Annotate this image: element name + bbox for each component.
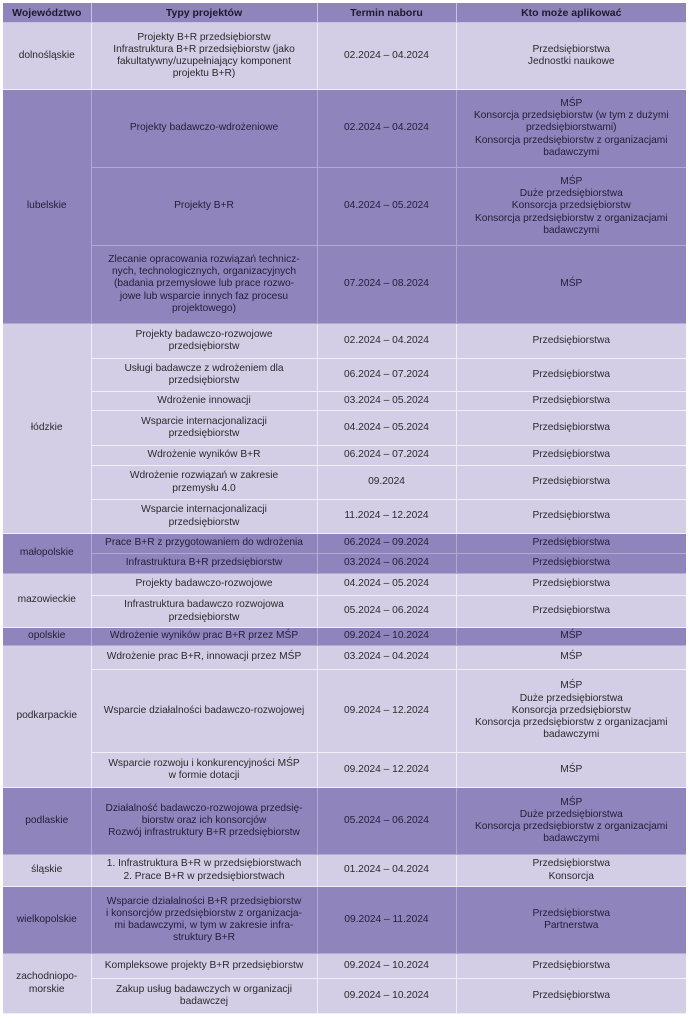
applicant-line: MŚP bbox=[560, 651, 583, 663]
applicant-line: Przedsiębiorstwa bbox=[532, 510, 611, 522]
project-type-line: Projekty B+R przedsiębiorstw bbox=[137, 31, 271, 43]
region-name: mazowieckie bbox=[17, 594, 76, 606]
project-type-line: Wsparcie działalności badawczo-rozwojowej bbox=[103, 704, 305, 716]
applicant-line: Przedsiębiorstwa bbox=[532, 476, 611, 488]
recruitment-period-cell: 02.2024 – 04.2024 bbox=[317, 23, 456, 90]
table-row bbox=[3, 979, 686, 1014]
eligible-applicants-cell bbox=[456, 392, 686, 411]
project-type-cell bbox=[91, 500, 317, 534]
project-type-cell bbox=[91, 753, 317, 788]
project-type-line: Prace B+R z przygotowaniem do wdrożenia bbox=[105, 537, 303, 549]
project-type-line: Wdrożenie rozwiązań w zakresie bbox=[129, 470, 279, 482]
applicant-line: MŚP bbox=[560, 175, 583, 187]
project-type-line: Projekty B+R bbox=[174, 200, 234, 212]
applicant-line: Jednostki naukowe bbox=[527, 56, 615, 67]
applicant-line: Konsorcja przedsiębiorstw (w tym z dużymi bbox=[473, 110, 669, 122]
eligible-applicants-cell bbox=[456, 23, 686, 90]
applicant-line: MŚP bbox=[560, 97, 583, 109]
header-voivodeship: Województwo bbox=[3, 3, 91, 23]
project-type-cell bbox=[91, 168, 317, 246]
applicant-line: MŚP bbox=[560, 278, 583, 290]
applicant-line: Konsorcja przedsiębiorstw bbox=[511, 704, 631, 716]
applicant-line: Przedsiębiorstwa bbox=[532, 605, 611, 617]
eligible-applicants-cell bbox=[456, 596, 686, 628]
table-row bbox=[3, 887, 686, 954]
project-type-line: Wdrożenie prac B+R, innowacji przez MŚP bbox=[106, 651, 302, 663]
project-type-line: Usługi badawcze z wdrożeniem dla bbox=[124, 362, 284, 374]
project-type-line: mi badawczymi, w tym w zakresie infra- bbox=[114, 920, 294, 931]
recruitment-period-cell: 03.2024 – 05.2024 bbox=[317, 392, 456, 411]
applicant-line: Przedsiębiorstwa bbox=[532, 537, 611, 549]
eligible-applicants-cell bbox=[456, 246, 686, 324]
project-type-line: projektu B+R) bbox=[172, 68, 236, 80]
project-type-line: Projekty badawczo-wdrożeniowe bbox=[129, 122, 279, 134]
project-type-cell bbox=[91, 392, 317, 411]
region-cell bbox=[3, 90, 91, 324]
project-type-line: Działalność badawczo-rozwojowa przedsię- bbox=[105, 802, 303, 814]
applicant-line: Duże przedsiębiorstwa bbox=[519, 188, 623, 200]
recruitment-period-cell: 11.2024 – 12.2024 bbox=[317, 500, 456, 534]
recruitment-period-cell: 04.2024 – 05.2024 bbox=[317, 411, 456, 446]
recruitment-period-cell: 04.2024 – 05.2024 bbox=[317, 168, 456, 246]
project-type-line: Wsparcie internacjonalizacji bbox=[141, 415, 267, 427]
header-recruitment-period: Termin naboru bbox=[317, 3, 456, 23]
table-row bbox=[3, 246, 686, 324]
project-type-line: Projekty badawczo-rozwojowe bbox=[135, 578, 273, 590]
table-row bbox=[3, 646, 686, 670]
project-type-cell bbox=[91, 855, 317, 887]
table-row bbox=[3, 628, 686, 646]
eligible-applicants-cell bbox=[456, 646, 686, 670]
applicant-line: badawczymi bbox=[543, 833, 600, 845]
project-type-line: przedsiębiorstw bbox=[168, 428, 240, 439]
project-type-cell bbox=[91, 574, 317, 596]
header-eligible-applicants: Kto może aplikować bbox=[456, 3, 686, 23]
applicant-line: badawczymi bbox=[543, 729, 600, 741]
eligible-applicants-cell bbox=[456, 574, 686, 596]
table-row bbox=[3, 596, 686, 628]
table-row bbox=[3, 466, 686, 500]
project-type-cell bbox=[91, 466, 317, 500]
region-cell bbox=[3, 23, 91, 90]
table-row bbox=[3, 446, 686, 466]
project-type-line: fakultatywny/uzupełniający komponent bbox=[117, 56, 291, 67]
region-cell bbox=[3, 574, 91, 628]
applicant-line: Konsorcja przedsiębiorstw z organizacjami bbox=[474, 134, 668, 146]
table-row bbox=[3, 359, 686, 392]
region-name: podlaskie bbox=[25, 814, 69, 826]
project-type-cell bbox=[91, 554, 317, 574]
project-type-line: Projekty badawczo-rozwojowe bbox=[135, 328, 273, 340]
eligible-applicants-cell bbox=[456, 534, 686, 554]
project-type-line: Wsparcie internacjonalizacji bbox=[141, 504, 267, 516]
region-cell bbox=[3, 628, 91, 646]
applicant-line: Przedsiębiorstwa bbox=[532, 907, 611, 919]
project-type-line: Wsparcie działalności B+R przedsiębiorstw bbox=[106, 895, 302, 907]
applicant-line: Przedsiębiorstwa bbox=[532, 394, 611, 406]
table-row bbox=[3, 855, 686, 887]
applicant-line: Przedsiębiorstwa bbox=[532, 43, 611, 55]
project-type-line: Infrastruktura B+R przedsiębiorstw bbox=[125, 557, 283, 569]
table-row bbox=[3, 788, 686, 855]
project-type-line: przemysłu 4.0 bbox=[172, 482, 236, 494]
region-cell bbox=[3, 534, 91, 574]
eligible-applicants-cell bbox=[456, 753, 686, 788]
applicant-line: Przedsiębiorstwa bbox=[532, 368, 611, 380]
table-row bbox=[3, 324, 686, 359]
recruitment-period-cell: 09.2024 – 10.2024 bbox=[317, 628, 456, 646]
table-body bbox=[3, 23, 686, 1014]
table-row bbox=[3, 392, 686, 411]
project-type-line: Infrastruktura badawczo rozwojowa bbox=[124, 599, 284, 611]
table-row bbox=[3, 753, 686, 788]
project-type-line: Wsparcie rozwoju i konkurencyjności MŚP bbox=[108, 757, 300, 769]
project-type-line: (badania przemysłowe lub prace rozwo- bbox=[113, 278, 295, 290]
project-type-cell bbox=[91, 246, 317, 324]
eligible-applicants-cell bbox=[456, 855, 686, 887]
recruitment-schedule-table bbox=[3, 3, 686, 1014]
project-type-line: jowe lub wsparcie innych faz procesu bbox=[119, 290, 289, 302]
recruitment-period-cell: 09.2024 – 12.2024 bbox=[317, 753, 456, 788]
project-type-line: Zlecanie opracowania rozwiązań technicz- bbox=[108, 253, 300, 265]
applicant-line: Duże przedsiębiorstwa bbox=[519, 692, 623, 704]
applicant-line: MŚP bbox=[560, 763, 583, 775]
recruitment-period-cell: 03.2024 – 04.2024 bbox=[317, 646, 456, 670]
project-type-line: struktury B+R bbox=[173, 932, 235, 944]
table-row bbox=[3, 554, 686, 574]
region-name: śląskie bbox=[31, 864, 63, 876]
eligible-applicants-cell bbox=[456, 324, 686, 359]
project-type-line: przedsiębiorstw bbox=[168, 516, 240, 528]
applicant-line: Duże przedsiębiorstwa bbox=[519, 808, 623, 820]
table-row bbox=[3, 574, 686, 596]
applicant-line: Przedsiębiorstwa bbox=[532, 989, 611, 1001]
applicant-line: MŚP bbox=[560, 630, 583, 642]
eligible-applicants-cell bbox=[456, 628, 686, 646]
table-row bbox=[3, 534, 686, 554]
table-row bbox=[3, 670, 686, 753]
eligible-applicants-cell bbox=[456, 359, 686, 392]
recruitment-period-cell: 05.2024 – 06.2024 bbox=[317, 596, 456, 628]
applicant-line: Przedsiębiorstwa bbox=[532, 578, 611, 590]
project-type-cell bbox=[91, 954, 317, 979]
eligible-applicants-cell bbox=[456, 954, 686, 979]
eligible-applicants-cell bbox=[456, 554, 686, 574]
eligible-applicants-cell bbox=[456, 446, 686, 466]
table-row bbox=[3, 954, 686, 979]
header-project-types: Typy projektów bbox=[91, 3, 317, 23]
project-type-line: Infrastruktura B+R przedsiębiorstw (jako bbox=[113, 43, 295, 55]
recruitment-period-cell: 06.2024 – 07.2024 bbox=[317, 446, 456, 466]
region-cell bbox=[3, 646, 91, 788]
applicant-line: Konsorcja przedsiębiorstw z organizacjami bbox=[474, 717, 668, 729]
eligible-applicants-cell bbox=[456, 788, 686, 855]
region-cell bbox=[3, 324, 91, 534]
table-row bbox=[3, 500, 686, 534]
project-type-line: Rozwój infrastruktury B+R przedsiębiorstw bbox=[108, 827, 300, 839]
applicant-line: Przedsiębiorstwa bbox=[532, 858, 611, 870]
recruitment-period-cell: 09.2024 – 10.2024 bbox=[317, 954, 456, 979]
project-type-line: badawczej bbox=[179, 996, 229, 1007]
table-row bbox=[3, 168, 686, 246]
applicant-line: Przedsiębiorstwa bbox=[532, 449, 611, 461]
applicant-line: Przedsiębiorstwa bbox=[532, 959, 611, 971]
eligible-applicants-cell bbox=[456, 887, 686, 954]
project-type-cell bbox=[91, 887, 317, 954]
project-type-cell bbox=[91, 788, 317, 855]
recruitment-period-cell: 09.2024 – 11.2024 bbox=[317, 887, 456, 954]
project-type-line: Zakup usług badawczych w organizacji bbox=[115, 983, 293, 995]
project-type-cell bbox=[91, 646, 317, 670]
region-cell bbox=[3, 788, 91, 855]
recruitment-period-cell: 05.2024 – 06.2024 bbox=[317, 788, 456, 855]
region-cell bbox=[3, 954, 91, 1014]
applicant-line: przedsiębiorstwami) bbox=[525, 122, 617, 134]
table-row bbox=[3, 23, 686, 90]
project-type-cell bbox=[91, 534, 317, 554]
region-name: dolnośląskie bbox=[18, 49, 75, 61]
project-type-line: Wdrożenie wyników prac B+R przez MŚP bbox=[109, 630, 299, 642]
eligible-applicants-cell bbox=[456, 670, 686, 753]
eligible-applicants-cell bbox=[456, 168, 686, 246]
project-type-line: przedsiębiorstw bbox=[168, 375, 240, 386]
recruitment-table-container bbox=[3, 3, 686, 1014]
recruitment-period-cell: 09.2024 – 10.2024 bbox=[317, 979, 456, 1014]
eligible-applicants-cell bbox=[456, 90, 686, 168]
applicant-line: Przedsiębiorstwa bbox=[532, 334, 611, 346]
applicant-line: Konsorcja bbox=[548, 870, 594, 882]
project-type-line: 1. Infrastruktura B+R w przedsiębiorstwach bbox=[106, 858, 302, 870]
applicant-line: Przedsiębiorstwa bbox=[532, 557, 611, 569]
project-type-cell bbox=[91, 411, 317, 446]
project-type-cell bbox=[91, 670, 317, 753]
project-type-line: Wdrożenie innowacji bbox=[157, 394, 251, 406]
project-type-line: przedsiębiorstw bbox=[168, 611, 240, 623]
applicant-line: Konsorcja przedsiębiorstw z organizacjami bbox=[474, 821, 668, 832]
project-type-cell bbox=[91, 979, 317, 1014]
project-type-line: nych, technologicznych, organizacyjnych bbox=[111, 266, 297, 278]
project-type-line: przedsiębiorstw bbox=[168, 341, 240, 352]
eligible-applicants-cell bbox=[456, 466, 686, 500]
recruitment-period-cell: 09.2024 bbox=[317, 466, 456, 500]
project-type-cell bbox=[91, 628, 317, 646]
project-type-line: Kompleksowe projekty B+R przedsiębiorstw bbox=[104, 959, 304, 971]
project-type-cell bbox=[91, 596, 317, 628]
project-type-cell bbox=[91, 90, 317, 168]
project-type-cell bbox=[91, 23, 317, 90]
region-name: opolskie bbox=[28, 630, 66, 642]
eligible-applicants-cell bbox=[456, 411, 686, 446]
recruitment-period-cell: 09.2024 – 12.2024 bbox=[317, 670, 456, 753]
project-type-cell bbox=[91, 359, 317, 392]
region-name: zachodniopo- bbox=[16, 971, 78, 983]
recruitment-period-cell: 02.2024 – 04.2024 bbox=[317, 324, 456, 359]
region-name: podkarpackie bbox=[16, 710, 78, 722]
recruitment-period-cell: 02.2024 – 04.2024 bbox=[317, 90, 456, 168]
recruitment-period-cell: 01.2024 – 04.2024 bbox=[317, 855, 456, 887]
project-type-line: 2. Prace B+R w przedsiębiorstwach bbox=[123, 870, 285, 882]
eligible-applicants-cell bbox=[456, 500, 686, 534]
applicant-line: Przedsiębiorstwa bbox=[532, 421, 611, 433]
applicant-line: badawczymi bbox=[543, 224, 600, 236]
recruitment-period-cell: 06.2024 – 09.2024 bbox=[317, 534, 456, 554]
applicant-line: Konsorcja przedsiębiorstw z organizacjami bbox=[474, 212, 668, 224]
recruitment-period-cell: 03.2024 – 06.2024 bbox=[317, 554, 456, 574]
project-type-line: projektowego) bbox=[172, 302, 236, 314]
recruitment-period-cell: 04.2024 – 05.2024 bbox=[317, 574, 456, 596]
applicant-line: Partnerstwa bbox=[544, 920, 599, 931]
region-cell bbox=[3, 887, 91, 954]
region-name: małopolskie bbox=[19, 547, 74, 559]
project-type-line: biorstw oraz ich konsorcjów bbox=[141, 814, 267, 826]
region-name: lubelskie bbox=[26, 200, 67, 212]
applicant-line: MŚP bbox=[560, 680, 583, 692]
applicant-line: Konsorcja przedsiębiorstw bbox=[511, 200, 631, 212]
project-type-line: w formie dotacji bbox=[168, 770, 240, 781]
eligible-applicants-cell bbox=[456, 979, 686, 1014]
region-cell bbox=[3, 855, 91, 887]
applicant-line: badawczymi bbox=[543, 146, 600, 158]
table-header-row bbox=[3, 3, 686, 23]
project-type-line: i konsorcjów przedsiębiorstw z organizacja- bbox=[106, 907, 302, 919]
project-type-line: Wdrożenie wyników B+R bbox=[147, 449, 261, 461]
region-name: morskie bbox=[28, 983, 65, 995]
applicant-line: MŚP bbox=[560, 796, 583, 808]
project-type-cell bbox=[91, 324, 317, 359]
recruitment-period-cell: 06.2024 – 07.2024 bbox=[317, 359, 456, 392]
table-row bbox=[3, 411, 686, 446]
project-type-cell bbox=[91, 446, 317, 466]
table-row bbox=[3, 90, 686, 168]
region-name: wielkopolskie bbox=[16, 913, 77, 925]
region-name: łódzkie bbox=[30, 422, 63, 434]
recruitment-period-cell: 07.2024 – 08.2024 bbox=[317, 246, 456, 324]
